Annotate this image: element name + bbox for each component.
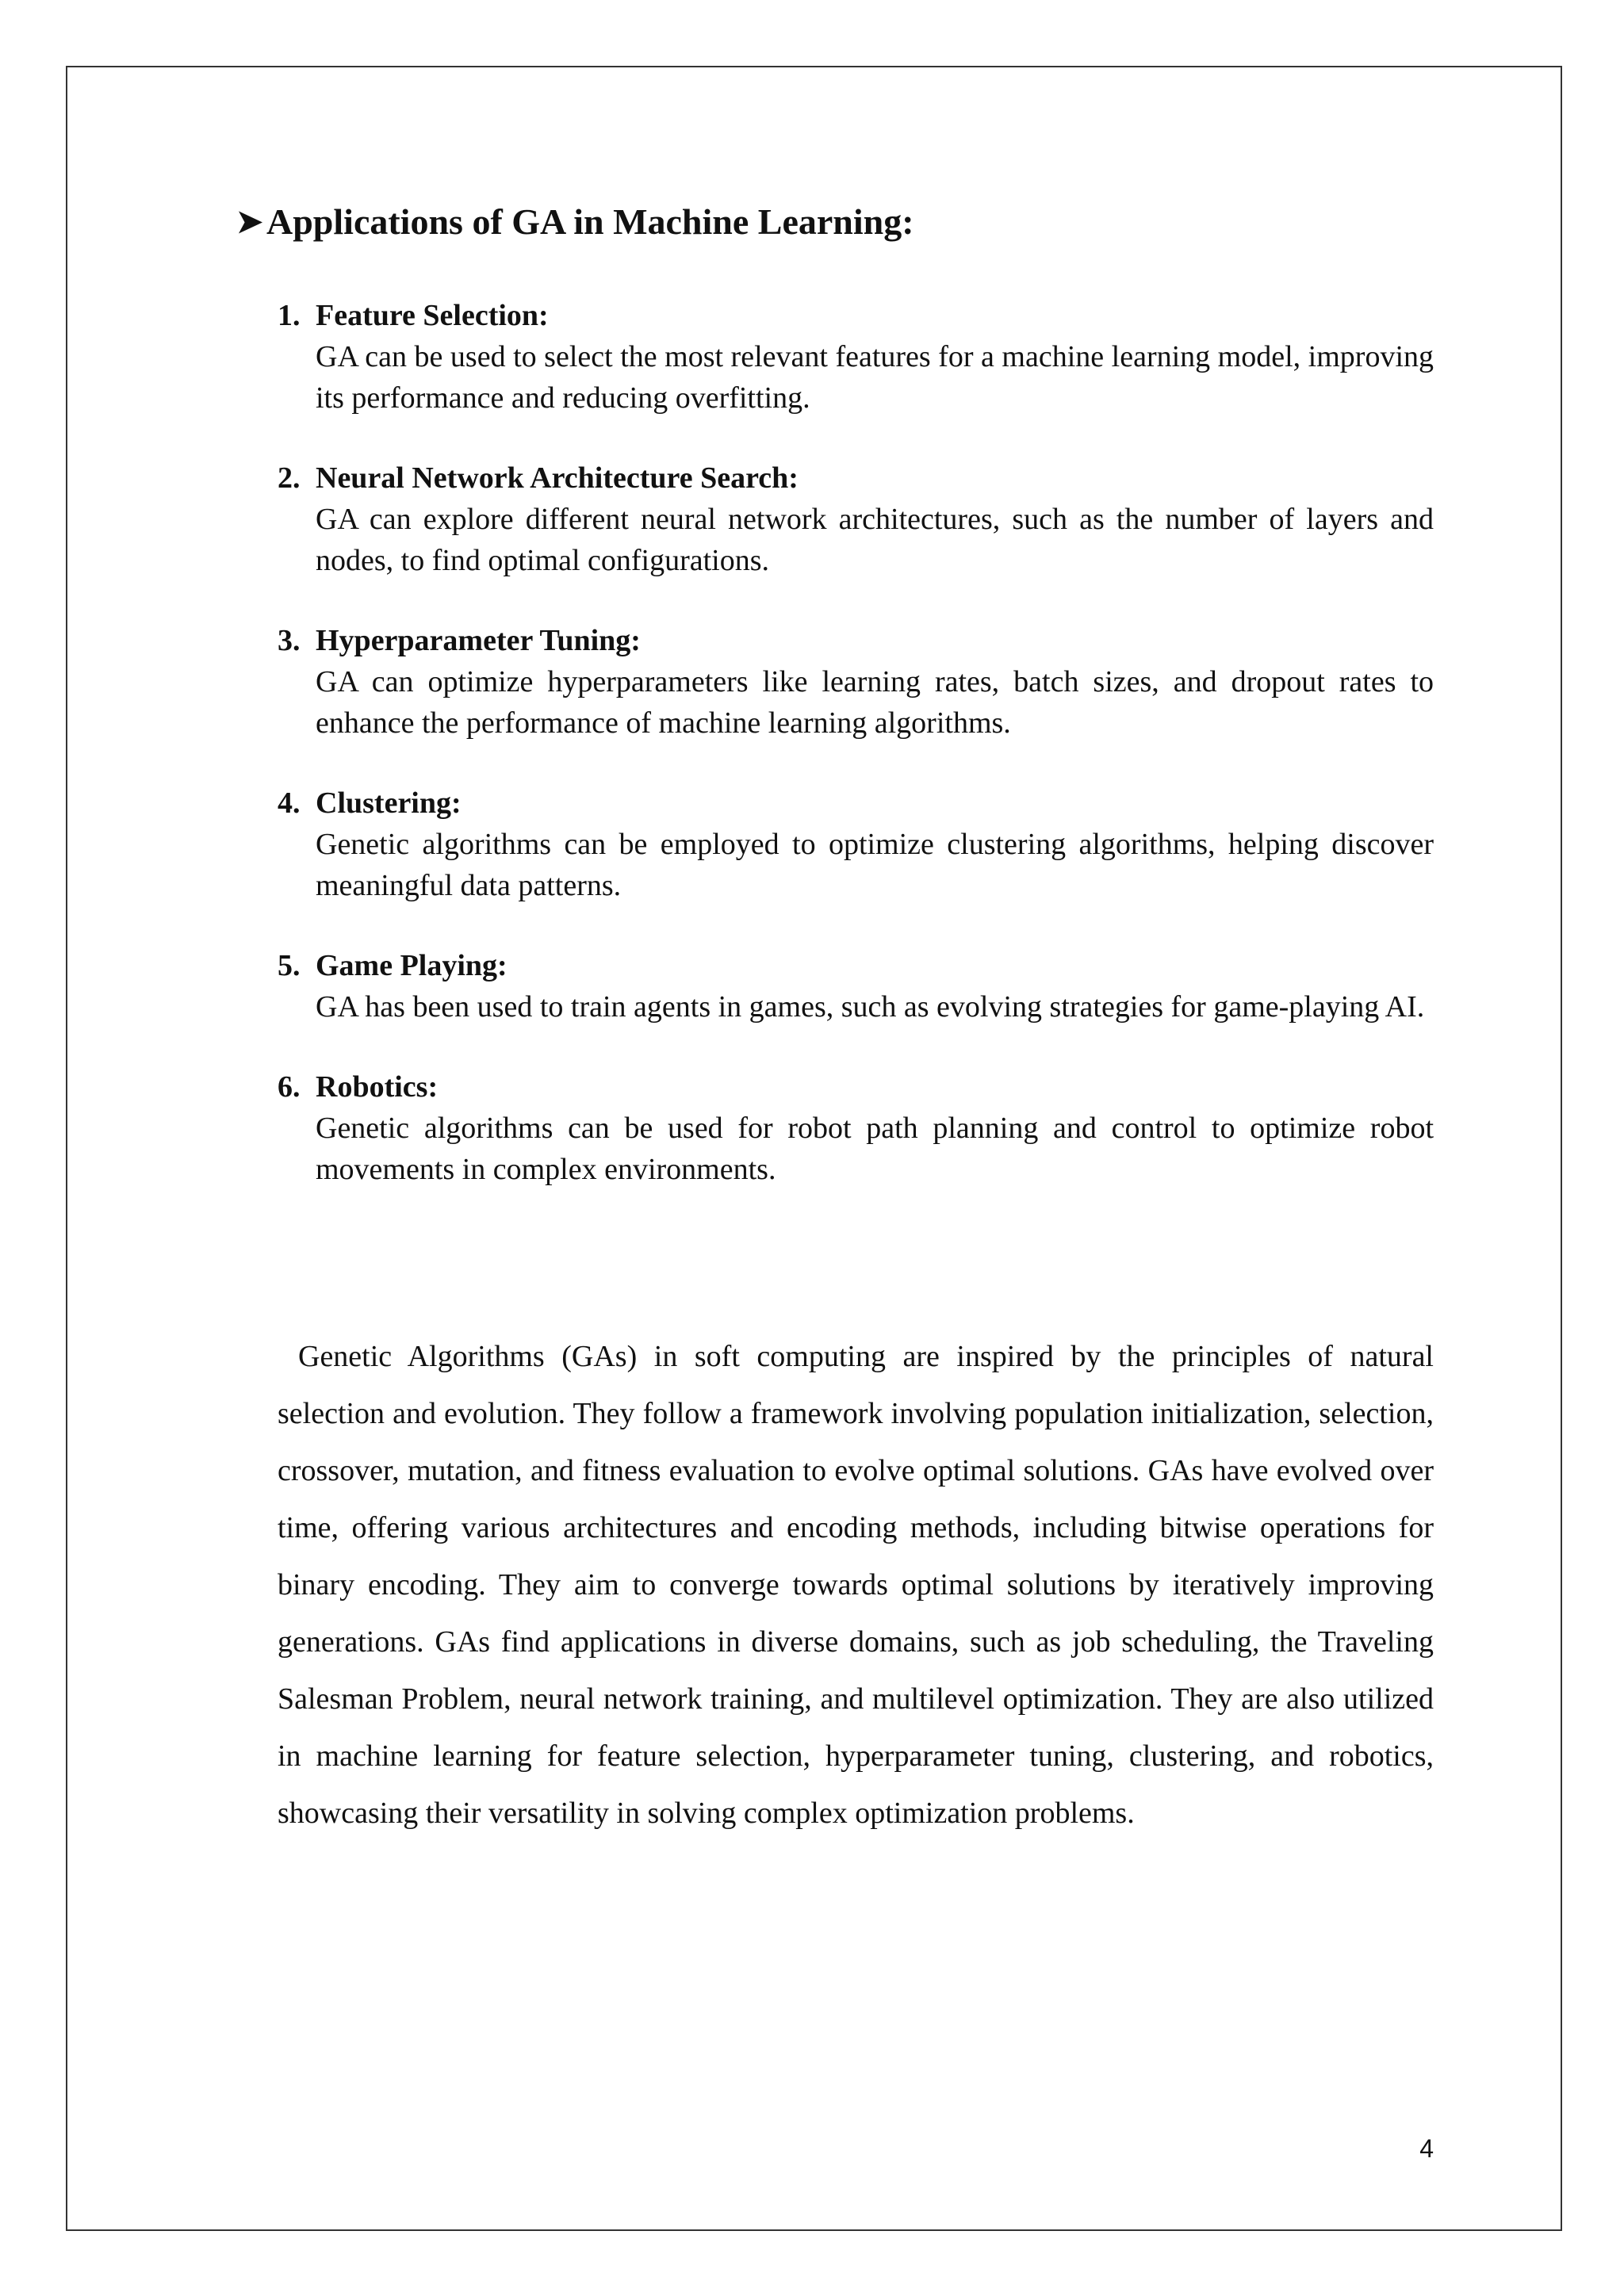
list-item-title: Hyperparameter Tuning: — [316, 624, 641, 657]
list-item-description: GA can optimize hyperparameters like learning rates, batch sizes, and dropout rates to enhance the performance of machine learning algorithms. — [316, 665, 1434, 740]
list-item-number: 1. — [278, 299, 301, 332]
list-item — [278, 457, 1434, 581]
arrow-right-icon: ➤ — [236, 204, 263, 239]
list-item-number: 2. — [278, 461, 301, 495]
list-item — [278, 783, 1434, 906]
list-item-title: Neural Network Architecture Search: — [316, 461, 799, 495]
list-item-description: GA has been used to train agents in games, such as evolving strategies for game-playing AI. — [316, 990, 1425, 1024]
list-item-description: GA can explore different neural network architectures, such as the number of layers and nodes, to find optimal configurations. — [316, 503, 1434, 577]
list-item — [278, 620, 1434, 744]
applications-list — [278, 295, 1434, 1229]
list-item-title: Game Playing: — [316, 949, 508, 982]
list-item — [278, 945, 1434, 1027]
list-item-number: 5. — [278, 949, 301, 982]
section-heading-text: Applications of GA in Machine Learning: — [266, 201, 914, 242]
list-item-title: Robotics: — [316, 1070, 439, 1104]
section-heading — [236, 197, 914, 247]
list-item-number: 4. — [278, 786, 301, 820]
list-item-number: 3. — [278, 624, 301, 657]
list-item-title: Feature Selection: — [316, 299, 549, 332]
summary-paragraph: Genetic Algorithms (GAs) in soft computing are inspired by the principles of natural selection and evolution. They follow a framework involving population initialization, selection, crossover, mutation, and fitness evaluation to evolve optimal solutions. GAs have evolved over time, offering various architectures and encoding methods, including bitwise operations for binary encoding. They aim to converge towards optimal solutions by iteratively improving generations. GAs find applications in diverse domains, such as job scheduling, the Traveling Salesman Problem, neural network training, and multilevel optimization. They are also utilized in machine learning for feature selection, hyperparameter tuning, clustering, and robotics, showcasing their versatility in solving complex optimization problems. — [278, 1340, 1434, 1830]
list-item-number: 6. — [278, 1070, 301, 1104]
list-item-title: Clustering: — [316, 786, 462, 820]
list-item-description: Genetic algorithms can be employed to optimize clustering algorithms, helping discover meaningful data patterns. — [316, 828, 1434, 902]
list-item — [278, 295, 1434, 419]
list-item — [278, 1066, 1434, 1190]
list-item-description: GA can be used to select the most relevant features for a machine learning model, improving its performance and reducing overfitting. — [316, 340, 1434, 415]
page-number: 4 — [1419, 2134, 1434, 2163]
list-item-description: Genetic algorithms can be used for robot path planning and control to optimize robot movements in complex environments. — [316, 1112, 1434, 1186]
